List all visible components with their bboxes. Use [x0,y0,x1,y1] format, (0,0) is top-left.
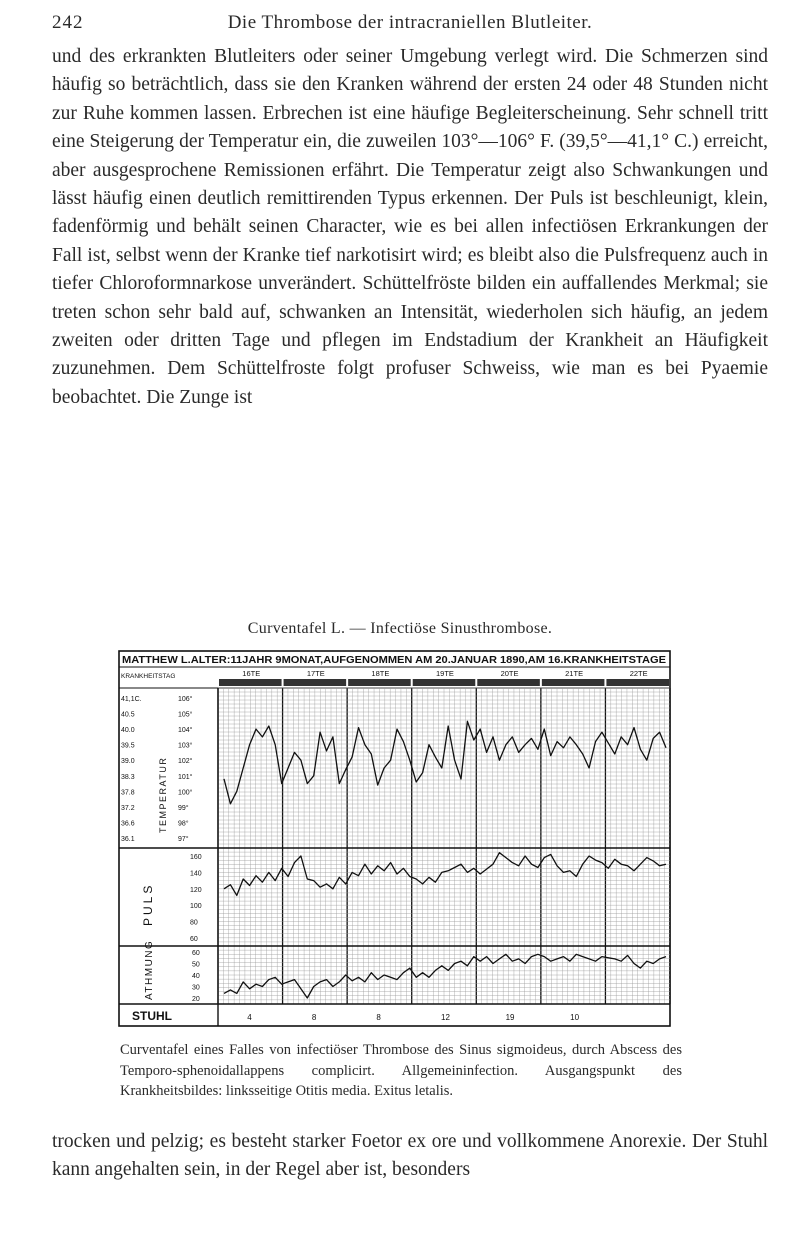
temp-celsius-tick: 39.0 [121,758,135,766]
stool-value-5: 19 [505,1013,515,1022]
day-label-5: 20TE [500,669,519,678]
temp-celsius-tick: 41,1C. [121,696,142,703]
respiration-tick: 40 [192,973,200,980]
temp-celsius-tick: 36.6 [121,820,135,828]
figure-title: Curventafel L. — Infectiöse Sinusthrombose. [247,620,553,637]
page-header [52,12,768,36]
temp-fahrenheit-tick: 106° [178,696,193,703]
fever-chart [118,650,680,1034]
temp-fahrenheit-tick: 98° [178,820,189,828]
temp-celsius-tick: 38.3 [121,773,135,781]
hour-tick-row-1 [219,679,282,686]
day-row-label: KRANKHEITSTAG [121,673,176,680]
temp-fahrenheit-tick: 104° [178,727,193,735]
temp-celsius-tick: 37.2 [121,804,135,812]
stool-value-4: 12 [441,1013,450,1022]
temp-fahrenheit-tick: 102° [178,758,193,766]
hour-tick-row-5 [477,679,540,686]
hour-tick-row-2 [284,679,347,686]
temp-fahrenheit-tick: 101° [178,773,193,781]
figure-caption: Curventafel eines Falles von infectiöser Thrombose des Sinus sigmoideus, durch Abscess des Temporo-sphenoidallappens complicirt. Allgemeininfection. Ausgangspunkt des Krankheitsbildes: linksseitige Otitis media. Exitus letalis. [120,1042,682,1099]
pulse-tick: 60 [190,936,198,943]
respiration-tick: 60 [192,950,200,957]
respiration-tick: 30 [192,984,200,992]
pulse-tick: 100 [190,903,202,911]
pulse-tick: 120 [190,886,202,894]
stool-value-1: 4 [247,1013,252,1022]
temp-celsius-tick: 37.8 [121,789,135,797]
pulse-tick: 160 [190,854,202,861]
hour-tick-row-6 [542,679,605,686]
temp-celsius-tick: 36.1 [121,836,135,843]
day-label-3: 18TE [371,669,390,678]
chart-header: MATTHEW L.ALTER:11JAHR 9MONAT,AUFGENOMMEN AM 20.JANUAR 1890,AM 16.KRANKHEITSTAGE [122,655,667,666]
pulse-axis-label: PULS [141,882,155,926]
stool-value-2: 8 [311,1013,317,1022]
temp-celsius-tick: 39.5 [121,742,135,750]
stool-value-6: 10 [570,1013,580,1022]
stool-value-3: 8 [376,1013,381,1022]
pulse-tick: 80 [190,919,198,927]
pulse-tick: 140 [190,870,202,878]
day-label-6: 21TE [565,669,584,678]
temp-fahrenheit-tick: 100° [178,789,193,797]
temp-fahrenheit-tick: 99° [178,804,189,812]
respiration-axis-label: ATHMUNG [144,939,155,1000]
stool-label: STUHL [132,1009,172,1023]
chart-frame [119,651,670,1026]
temp-fahrenheit-tick: 97° [178,836,189,843]
day-label-7: 22TE [629,669,648,678]
body-text-top: und des erkrankten Blutleiters oder seiner Umgebung verlegt wird. Die Schmerzen sind häufig so beträchtlich, dass sie den Kranken während der ersten 24 oder 48 Stunden nicht zur Ruhe kommen lassen. Erbrechen ist eine häufige Begleiterscheinung. Sehr schnell tritt eine Steigerung der Temperatur ein, die zuweilen 103°—106° F. (39,5°—41,1° C.) erreicht, aber ausgesprochene Remissionen erfährt. Die Temperatur zeigt also Schwankungen und lässt häufig einen deutlich remittirenden Typus erkennen. Der Puls ist beschleunigt, klein, fadenförmig und behält seinen Character, wie es bei allen infectiösen Erkrankungen der Fall ist, selbst wenn der Kranke tief narkotisirt wird; es bleibt also die Pulsfrequenz auch in tiefer Chloroformnarkose unverändert. Schüttelfröste bilden ein auffallendes Merkmal; sie treten schon sehr bald auf, schwanken an Intensität, wiederholen sich häufig, an jedem zweiten oder dritten Tage und pflegen im Endstadium der Krankheit an Häufigkeit zuzunehmen. Dem Schüttelfroste folgt profuser Schweiss, wie man es bei Pyaemie beobachtet. Die Zunge ist [52,46,768,408]
day-label-2: 17TE [306,669,325,678]
temp-fahrenheit-tick: 103° [178,742,193,750]
day-label-4: 19TE [436,669,454,678]
respiration-tick: 20 [192,996,200,1003]
temperature-axis-label: TEMPERATUR [158,756,168,833]
temperature-curve [224,721,666,804]
page-number: 242 [52,12,84,33]
temp-fahrenheit-tick: 105° [178,711,193,719]
hour-tick-row-4 [413,679,476,686]
running-title: Die Thrombose der intracraniellen Blutleiter. [227,12,593,33]
day-label-1: 16TE [242,669,261,678]
hour-tick-row-3 [348,679,411,686]
hour-tick-row-7 [606,679,669,686]
temp-celsius-tick: 40.5 [121,711,135,719]
body-text-bottom: trocken und pelzig; es besteht starker Foetor ex ore und vollkommene Anorexie. Der Stuhl kann angehalten sein, in der Regel aber ist, besonders [52,1131,768,1181]
respiration-tick: 50 [192,961,200,969]
temp-celsius-tick: 40.0 [121,727,135,735]
